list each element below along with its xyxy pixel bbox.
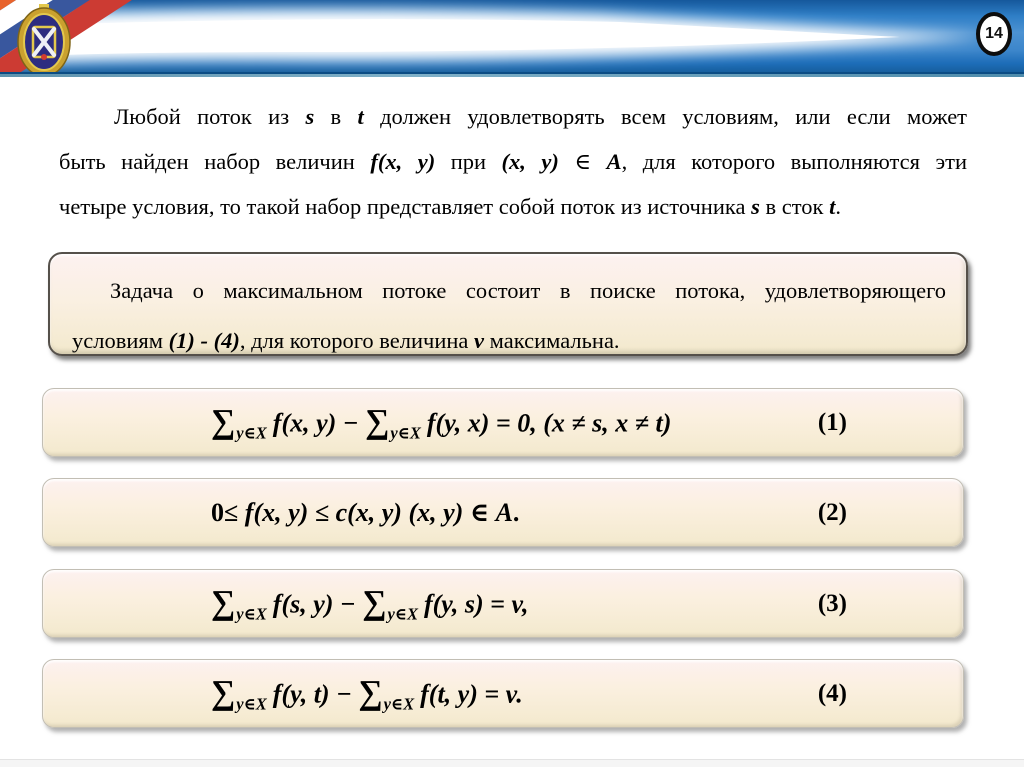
formula-box-1 [42, 388, 964, 457]
formula-3-number: (3) [817, 589, 847, 617]
formula-1-number: (1) [817, 408, 847, 436]
task-statement-box [48, 252, 968, 356]
header-banner [0, 0, 1024, 72]
slide-number-badge [976, 12, 1012, 56]
task-statement-text: Задача о максимальном потоке состоит в поиске потока, удовлетворяющего условиям (1) - (4), для которого величина v максимальна. [72, 278, 946, 353]
formula-3-expression: $\sum_{y\in X}$ f(s, $y) - \sum_{y\in X}$ f(y, s) = v, [211, 584, 529, 623]
formula-4-number: (4) [817, 679, 847, 707]
formula-2-number: (2) [817, 498, 847, 526]
intro-paragraph: Любой поток из s в t должен удовлетворять всем условиям, или если может быть найден набор величин f(x, y) при (x, y) ∈ A, для которого выполняются эти четыре условия, то такой набор представляет собой поток из источника s в сток t. [59, 104, 968, 219]
formula-box-2 [42, 478, 964, 547]
formula-box-4 [42, 659, 964, 728]
formula-4-expression: $\sum_{y\in X}$ f(y, $t) - \sum_{y\in X}$ f(t, y) = v. [211, 674, 523, 713]
formula-2-expression: 0≤ f(x, y) ≤ c(x, y) (x, y) ∈ A. [211, 497, 520, 527]
footer-strip [0, 759, 1024, 767]
header-divider-teal [0, 74, 1024, 77]
formula-1-expression: $\sum_{y\in X}$ f(x, $y) - \sum_{y\in X}$ f(y, x) = 0, (x ≠ s, x ≠ t) [211, 403, 672, 442]
formula-box-3 [42, 569, 964, 638]
academy-emblem-icon [0, 0, 235, 72]
slide-number: 14 [985, 25, 1003, 42]
